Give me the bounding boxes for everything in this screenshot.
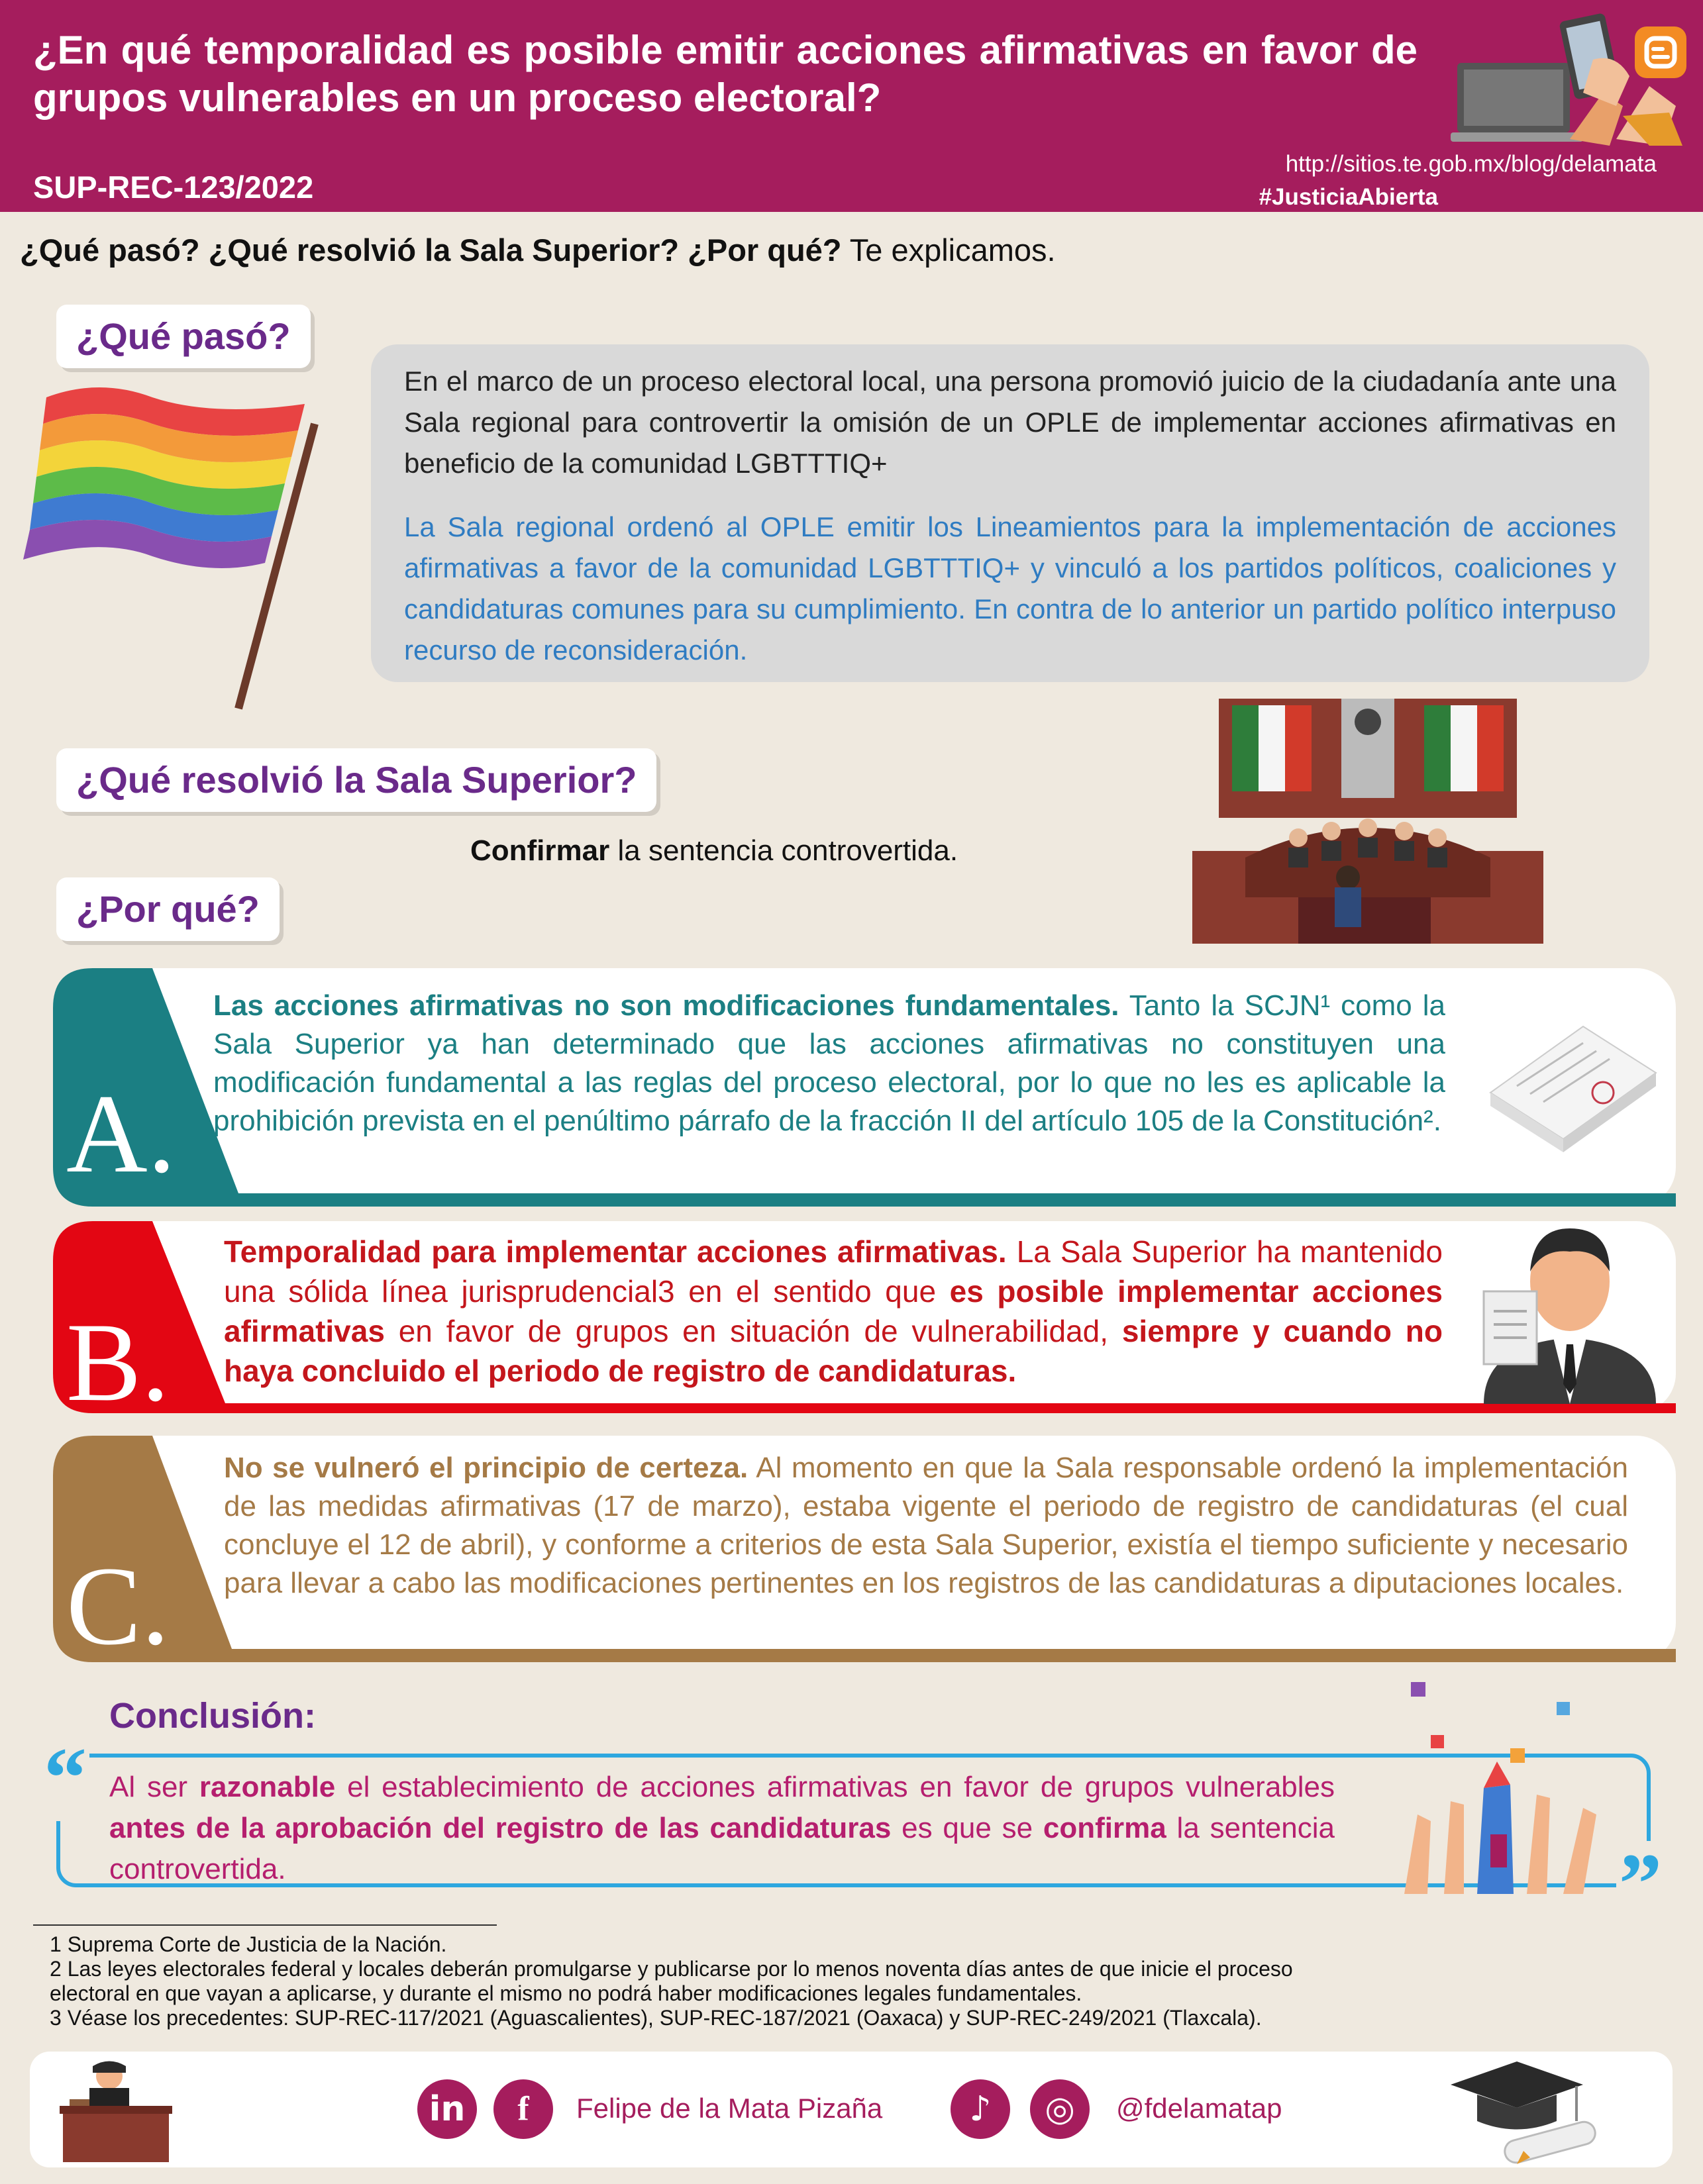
que-paso-paragraph-2: La Sala regional ordenó al OPLE emitir los Lineamientos para la implementación de acciones afirmativas a favor de la comunidad LGBTTTIQ+ y vinculó a los partidos políticos, coaliciones y candidaturas comunes para su cumplimiento. En contra de lo anterior un partido político interpuso recurso de reconsideración.	[404, 511, 1616, 666]
rainbow-flag-icon	[20, 377, 338, 722]
card-b-body-2: en favor de grupos en situación de vulnerabilidad,	[384, 1314, 1122, 1348]
card-a-body: Tanto la SCJN¹ como la Sala Superior ya han determinado que las acciones afirmativas no constituyen una modificación fundamental a las reglas del proceso electoral, por lo que no les es aplicable la prohibición prevista en el penúltimo párrafo de la fracción II del artículo 105 de la Constitución².	[213, 989, 1445, 1137]
section-heading-por-que: ¿Por qué?	[56, 877, 280, 941]
card-a-text	[213, 987, 1445, 1140]
intro-questions: ¿Qué pasó? ¿Qué resolvió la Sala Superior? ¿Por qué?	[20, 232, 842, 268]
card-b-text	[224, 1232, 1443, 1391]
intro-line	[20, 232, 1056, 268]
card-b-bold: Temporalidad para implementar acciones afirmativas.	[224, 1234, 1007, 1269]
open-quote-icon: “	[41, 1735, 89, 1821]
footer-author-name: Felipe de la Mata Pizaña	[576, 2093, 883, 2124]
card-b-bold-3: siempre y cuando no haya concluido el periodo de registro de candidaturas.	[224, 1314, 1443, 1388]
footnote-divider	[33, 1924, 497, 1926]
conclusion-b3: confirma	[1043, 1812, 1166, 1844]
card-a-bold: Las acciones afirmativas no son modificaciones fundamentales.	[213, 989, 1119, 1022]
hashtag: #JusticiaAbierta	[1259, 184, 1438, 210]
section-heading-que-resolvio: ¿Qué resolvió la Sala Superior?	[56, 748, 656, 812]
tiktok-icon[interactable]: ♪	[951, 2079, 1010, 2139]
page-title: ¿En qué temporalidad es posible emitir acciones afirmativas en favor de grupos vulnerables en un proceso electoral?	[33, 28, 1418, 120]
card-c-bold: No se vulneró el principio de certeza.	[224, 1452, 748, 1484]
footnotes	[50, 1932, 1374, 2030]
verdict-rest: la sentencia controvertida.	[609, 834, 958, 867]
conclusion-t2: el establecimiento de acciones afirmativas en favor de grupos vulnerables	[335, 1771, 1335, 1803]
conclusion-heading: Conclusión:	[109, 1696, 316, 1736]
raised-hands-puzzle-illustration	[1391, 1669, 1616, 1894]
card-c-body: Al momento en que la Sala responsable ordenó la implementación de las medidas afirmativas (17 de marzo), estaba vigente el periodo de registro de candidaturas (el cual concluye el 12 de abril), y conforme a criterios de esta Sala Superior, existía el tiempo suficiente y necesario para llevar a cabo las modificaciones pertinentes en los registros de las candidaturas a diputaciones locales.	[224, 1452, 1628, 1599]
footnote-1: 1 Suprema Corte de Justicia de la Nación.	[50, 1932, 447, 1956]
conclusion-t3: es que se	[891, 1812, 1043, 1844]
que-paso-paragraph-1: En el marco de un proceso electoral local, una persona promovió juicio de la ciudadanía ante una Sala regional para controvertir la omisión de un OPLE de implementar acciones afirmativas en beneficio de la comunidad LGBTTTIQ+	[404, 366, 1616, 479]
close-quote-icon: ”	[1616, 1841, 1665, 1927]
facebook-icon[interactable]: f	[493, 2079, 553, 2139]
conclusion-t4: la sentencia controvertida.	[109, 1812, 1335, 1885]
linkedin-icon[interactable]: in	[417, 2079, 477, 2139]
footer-handle: @fdelamatap	[1116, 2093, 1282, 2124]
blogger-icon[interactable]	[1635, 26, 1686, 78]
card-b-body-1: La Sala Superior ha mantenido una sólida línea jurisprudencial3 en el sentido que	[224, 1234, 1443, 1309]
judge-podium-illustration	[60, 2056, 172, 2162]
conclusion-text	[109, 1767, 1335, 1890]
card-c-text	[224, 1449, 1628, 1603]
document-illustration	[1471, 1013, 1663, 1166]
section-heading-que-paso: ¿Qué pasó?	[56, 305, 311, 368]
verdict-bold: Confirmar	[470, 834, 610, 867]
graduation-cap-diploma-illustration	[1444, 2058, 1603, 2164]
lawyer-avatar-illustration	[1471, 1218, 1669, 1404]
verdict-line	[470, 834, 958, 868]
blog-link[interactable]: http://sitios.te.gob.mx/blog/delamata	[1285, 151, 1657, 177]
card-b-bold-2: es posible implementar acciones afirmativas	[224, 1274, 1443, 1348]
case-number: SUP-REC-123/2022	[33, 170, 314, 205]
card-a-letter: A.	[66, 1071, 176, 1196]
card-b-letter: B.	[66, 1300, 170, 1424]
instagram-icon[interactable]: ◎	[1030, 2079, 1090, 2139]
card-c-letter: C.	[66, 1544, 170, 1668]
conclusion-b1: razonable	[199, 1771, 336, 1803]
courtroom-illustration	[1192, 699, 1543, 944]
intro-tail: Te explicamos.	[841, 232, 1056, 268]
footnote-2: 2 Las leyes electorales federal y locales deberán promulgarse y publicarse por lo menos noventa días antes de que inicie el proceso electoral en que vayan a aplicarse, y durante el mismo no podrá haber modificaciones legales fundamentales.	[50, 1957, 1293, 2005]
conclusion-t1: Al ser	[109, 1771, 199, 1803]
footnote-3: 3 Véase los precedentes: SUP-REC-117/2021 (Aguascalientes), SUP-REC-187/2021 (Oaxaca) y SUP-REC-249/2021 (Tlaxcala).	[50, 2006, 1262, 2030]
conclusion-b2: antes de la aprobación del registro de las candidaturas	[109, 1812, 892, 1844]
